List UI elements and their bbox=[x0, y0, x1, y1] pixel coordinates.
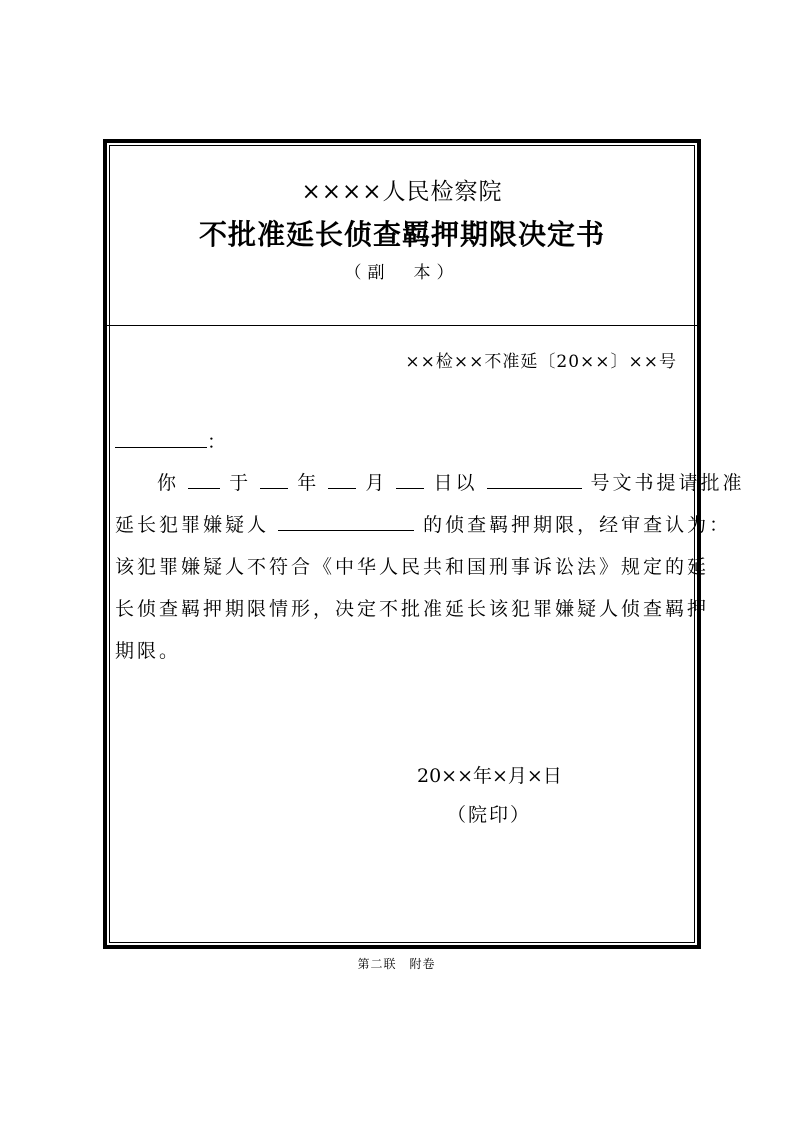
body-line-1 bbox=[157, 468, 745, 495]
procuratorate-name: ××××人民检察院 bbox=[301, 179, 503, 205]
text-line1-tail: 号文书提请批准 bbox=[590, 472, 745, 494]
blank-organ[interactable] bbox=[188, 487, 220, 489]
blank-document-number[interactable] bbox=[487, 487, 582, 489]
text-you: 你 bbox=[157, 472, 180, 494]
blank-suspect-name[interactable] bbox=[278, 529, 414, 531]
addressee-line bbox=[115, 427, 229, 454]
text-line2-tail: 的侦查羁押期限，经审查认为： bbox=[423, 514, 732, 536]
blank-day[interactable] bbox=[396, 487, 424, 489]
body-line-2 bbox=[115, 510, 731, 537]
text-line2-head: 延长犯罪嫌疑人 bbox=[115, 514, 270, 536]
blank-year[interactable] bbox=[260, 487, 288, 489]
decision-date: 20××年×月×日 bbox=[417, 765, 562, 787]
body-line-4: 长侦查羁押期限情形，决定不批准延长该犯罪嫌疑人侦查羁押 bbox=[115, 598, 710, 620]
text-ri-yi: 日以 bbox=[433, 472, 478, 494]
seal-label: （院印） bbox=[447, 804, 532, 826]
text-yue: 月 bbox=[365, 472, 388, 494]
addressee-colon: ： bbox=[207, 431, 230, 453]
text-nian: 年 bbox=[297, 472, 320, 494]
document-number: ××检××不准延〔20××〕××号 bbox=[405, 352, 677, 372]
text-yu: 于 bbox=[229, 472, 252, 494]
copy-footer: 第二联 附卷 bbox=[357, 957, 436, 971]
header-divider bbox=[107, 325, 697, 326]
addressee-blank[interactable] bbox=[115, 446, 207, 448]
body-line-5: 期限。 bbox=[115, 640, 182, 662]
document-frame bbox=[103, 139, 745, 949]
document-title: 不批准延长侦查羁押期限决定书 bbox=[198, 218, 605, 251]
copy-label: （副 本） bbox=[344, 263, 460, 283]
blank-month[interactable] bbox=[328, 487, 356, 489]
body-line-3: 该犯罪嫌疑人不符合《中华人民共和国刑事诉讼法》规定的延 bbox=[115, 556, 710, 578]
